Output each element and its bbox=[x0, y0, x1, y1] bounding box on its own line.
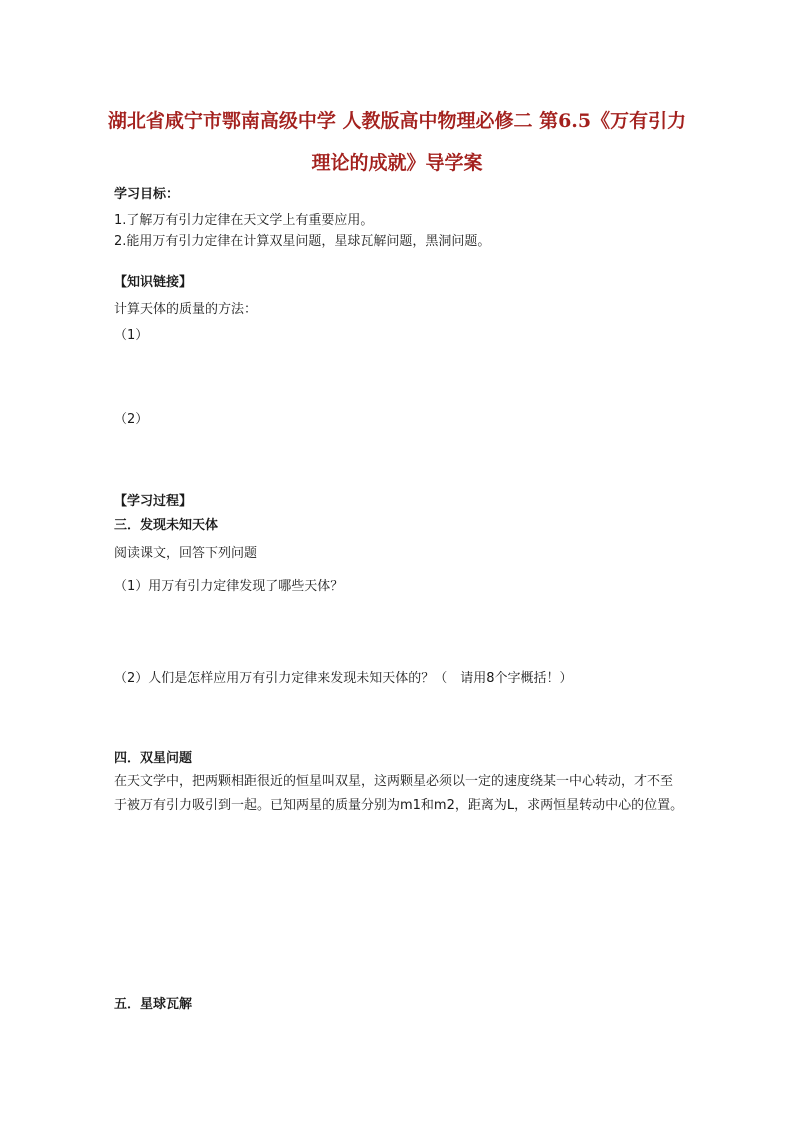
knowledge-link-item-1: （1） bbox=[114, 328, 149, 343]
objective-item-2: 2.能用万有引力定律在计算双星问题，星球瓦解问题，黑洞问题。 bbox=[114, 234, 491, 249]
knowledge-link-heading: 【知识链接】 bbox=[114, 275, 193, 290]
knowledge-link-item-2: （2） bbox=[114, 412, 149, 427]
section-5-heading: 五．星球瓦解 bbox=[114, 997, 193, 1012]
process-heading: 【学习过程】 bbox=[114, 494, 193, 509]
document-title-line-2: 理论的成就》导学案 bbox=[311, 152, 483, 174]
section-3-question-2: （2）人们是怎样应用万有引力定律来发现未知天体的？（ 请用8个字概括！） bbox=[114, 671, 573, 686]
section-3-question-1: （1）用万有引力定律发现了哪些天体？ bbox=[114, 579, 344, 594]
section-4-body: 在天文学中，把两颗相距很近的恒星叫双星，这两颗星必须以一定的速度绕某一中心转动，才不至于被万有引力吸引到一起。已知两星的质量分别为m1和m2，距离为L，求两恒星转动中心的位置。 bbox=[114, 774, 684, 813]
knowledge-link-prompt: 计算天体的质量的方法： bbox=[114, 302, 258, 317]
document-title-line-1: 湖北省咸宁市鄂南高级中学 人教版高中物理必修二 第6.5《万有引力 bbox=[107, 110, 687, 132]
objective-item-1: 1.了解万有引力定律在天文学上有重要应用。 bbox=[114, 213, 374, 228]
section-4-heading: 四．双星问题 bbox=[114, 751, 193, 766]
section-3-instruction: 阅读课文，回答下列问题 bbox=[114, 546, 258, 561]
section-3-heading: 三．发现未知天体 bbox=[114, 518, 219, 533]
objectives-heading: 学习目标： bbox=[114, 187, 180, 202]
